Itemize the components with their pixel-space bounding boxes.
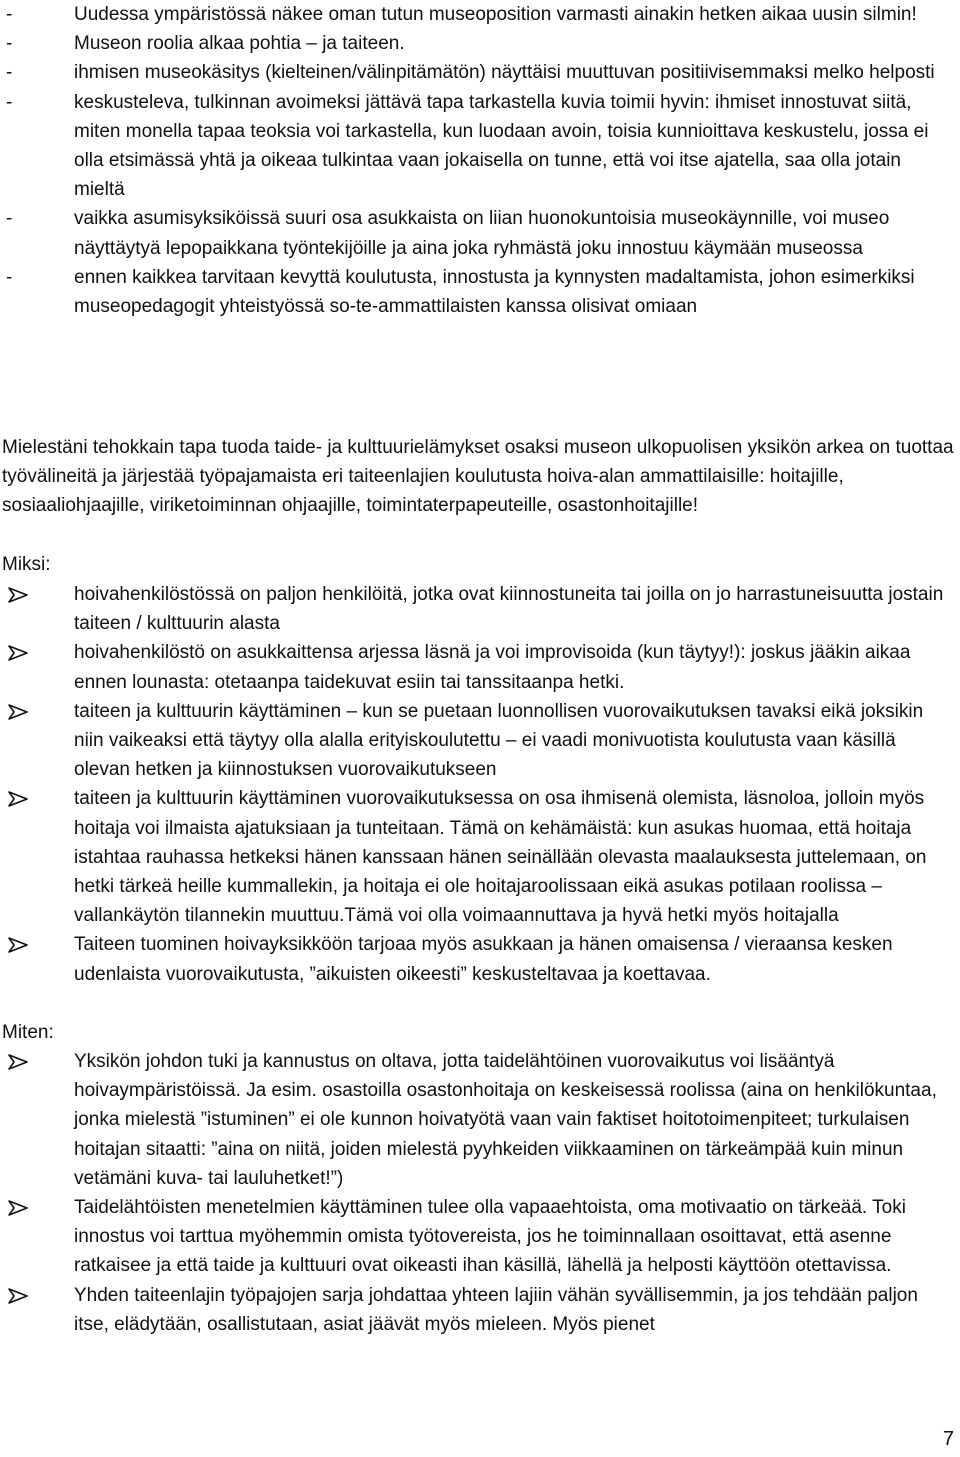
miten-label: Miten: bbox=[2, 1022, 54, 1043]
miksi-list bbox=[0, 580, 960, 989]
list-item-text: ennen kaikkea tarvitaan kevyttä koulutusta, innostusta ja kynnysten madaltamista, johon esimerkiksi museopedagogit yhteistyössä so-te-ammattilaisten kanssa olisivat omiaan bbox=[74, 266, 915, 318]
dash-bullet: - bbox=[6, 91, 13, 113]
list-item-text: ihmisen museokäsitys (kielteinen/välinpitämätön) näyttäisi muuttuvan positiivisemmaksi melko helposti bbox=[74, 62, 935, 84]
list-item-text: keskusteleva, tulkinnan avoimeksi jättävä tapa tarkastella kuvia toimii hyvin: ihmiset innostuvat siitä, miten monella tapaa teoksia voi tarkastella, kun luodaan avoin, toisia kunnioittava keskustelu, jossa ei olla etsimässä yhtä ja oikeaa tulkintaa vaan jokaisella on tunne, että voi itse ajatella, saa olla jotain mieltä bbox=[74, 91, 929, 201]
list-item bbox=[0, 784, 960, 930]
list-item-text: taiteen ja kulttuurin käyttäminen – kun se puetaan luonnollisen vuorovaikutuksen tavaksi eikä joksikin niin vaikeaksi että täytyy olla alalla erityiskoulutettu – ei vaadi monivuotista koulutusta vaan käsillä olevan hetken ja kiinnostuksen vuorovaikutukseen bbox=[74, 700, 924, 781]
miksi-label: Miksi: bbox=[2, 554, 51, 575]
list-item bbox=[0, 930, 960, 988]
arrow-bullet-icon bbox=[8, 1054, 28, 1070]
dash-bullet: - bbox=[6, 208, 13, 230]
list-item bbox=[0, 58, 960, 87]
list-item-text: Museon roolia alkaa pohtia – ja taiteen. bbox=[74, 33, 405, 55]
list-item bbox=[0, 638, 960, 696]
list-item bbox=[0, 1047, 960, 1193]
list-item bbox=[0, 88, 960, 205]
list-item bbox=[0, 0, 960, 29]
arrow-bullet-icon bbox=[8, 1288, 28, 1304]
page-number: 7 bbox=[942, 1428, 954, 1450]
list-item bbox=[0, 1281, 960, 1339]
dash-bullet: - bbox=[6, 33, 13, 55]
list-item bbox=[0, 580, 960, 638]
list-item bbox=[0, 263, 960, 321]
list-item-text: Taidelähtöisten menetelmien käyttäminen tulee olla vapaaehtoista, oma motivaatio on tärkeää. Toki innostus voi tarttua myöhemmin omista työtovereista, jos he toiminnallaan osoittavat, että asenne ratkaisee ja että taide ja kulttuuri ovat oikeasti ihan käsillä, lähellä ja helposti käyttöön otettavissa. bbox=[74, 1197, 906, 1277]
list-item-text: hoivahenkilöstössä on paljon henkilöitä, jotka ovat kiinnostuneita tai joilla on jo harrastuneisuutta jostain taiteen / kulttuurin alasta bbox=[74, 584, 944, 635]
arrow-bullet-icon bbox=[8, 791, 28, 807]
arrow-bullet-icon bbox=[8, 704, 28, 720]
main-paragraph: Mielestäni tehokkain tapa tuoda taide- ja kulttuurielämykset osaksi museon ulkopuolisen yksikön arkea on tuottaa työvälineitä ja järjestää työpajamaista eri taiteenlajien koulutusta hoiva-alan ammattilaisille: hoitajille, sosiaaliohjaajille, viriketoiminnan ohjaajille, toimintaterpapeuteille, osastonhoitajille! bbox=[2, 437, 954, 517]
list-item-text: Yksikön johdon tuki ja kannustus on oltava, jotta taidelähtöinen vuorovaikutus voi lisääntyä hoivaympäristöissä. Ja esim. osastoilla osastonhoitaja on keskeisessä roolissa (aina on henkilökuntaa, jonka mielestä ”istuminen” ei ole kunnon hoivatyötä vaan vain faktiset hoitotoimenpiteet; turkulaisen hoitajan sitaatti: ”aina on niitä, joiden mielestä pyyhkeiden viikkaaminen on tärkeämpää kuin minun vetämäni kuva- tai lauluhetket!”) bbox=[74, 1051, 937, 1189]
list-item-text: vaikka asumisyksiköissä suuri osa asukkaista on liian huonokuntoisia museokäynnille, voi museo näyttäytyä lepopaikkana työntekijöille ja aina joka ryhmästä joku innostuu käymään museossa bbox=[74, 208, 890, 259]
dash-list bbox=[0, 0, 960, 321]
dash-bullet: - bbox=[6, 62, 13, 84]
dash-bullet: - bbox=[6, 4, 13, 25]
list-item-text: Yhden taiteenlajin työpajojen sarja johdattaa yhteen lajiin vähän syvällisemmin, ja jos tehdään paljon itse, elädytään, osallistutaan, asiat jäävät myös mieleen. Myös pienet bbox=[74, 1284, 918, 1335]
list-item bbox=[0, 1193, 960, 1281]
arrow-bullet-icon bbox=[8, 937, 28, 953]
arrow-bullet-icon bbox=[8, 645, 28, 661]
list-item bbox=[0, 29, 960, 58]
list-item bbox=[0, 204, 960, 262]
arrow-bullet-icon bbox=[8, 587, 28, 603]
list-item-text: taiteen ja kulttuurin käyttäminen vuorovaikutuksessa on osa ihmisenä olemista, läsnoloa, jolloin myös hoitaja voi ilmaista ajatuksiaan ja tunteitaan. Tämä on kehämäistä: kun asukas huomaa, että hoitaja istahtaa rauhassa hetkeksi hänen kanssaan hänen seinällään olevasta maalauksesta juttelemaan, on hetki tärkeä heille kummallekin, ja hoitaja ei ole hoitajaroolissaan eikä asukas potilaan roolissa – vallankäytön tilannekin muuttuu.Tämä voi olla voimaannuttava ja hyvä hetki myös hoitajalla bbox=[74, 788, 927, 927]
list-item-text: Uudessa ympäristössä näkee oman tutun museoposition varmasti ainakin hetken aikaa uusin silmin! bbox=[74, 4, 917, 25]
dash-bullet: - bbox=[6, 266, 13, 288]
list-item-text: Taiteen tuominen hoivayksikköön tarjoaa myös asukkaan ja hänen omaisensa / vieraansa kesken udenlaista vuorovaikutusta, ”aikuisten oikeesti” keskusteltavaa ja koettavaa. bbox=[74, 934, 893, 985]
list-item bbox=[0, 697, 960, 785]
arrow-bullet-icon bbox=[8, 1200, 28, 1216]
miten-list bbox=[0, 1047, 960, 1339]
list-item-text: hoivahenkilöstö on asukkaittensa arjessa läsnä ja voi improvisoida (kun täytyy!): joskus jääkin aikaa ennen lounasta: otetaanpa taidekuvat esiin tai tanssitaanpa hetki. bbox=[74, 642, 911, 693]
